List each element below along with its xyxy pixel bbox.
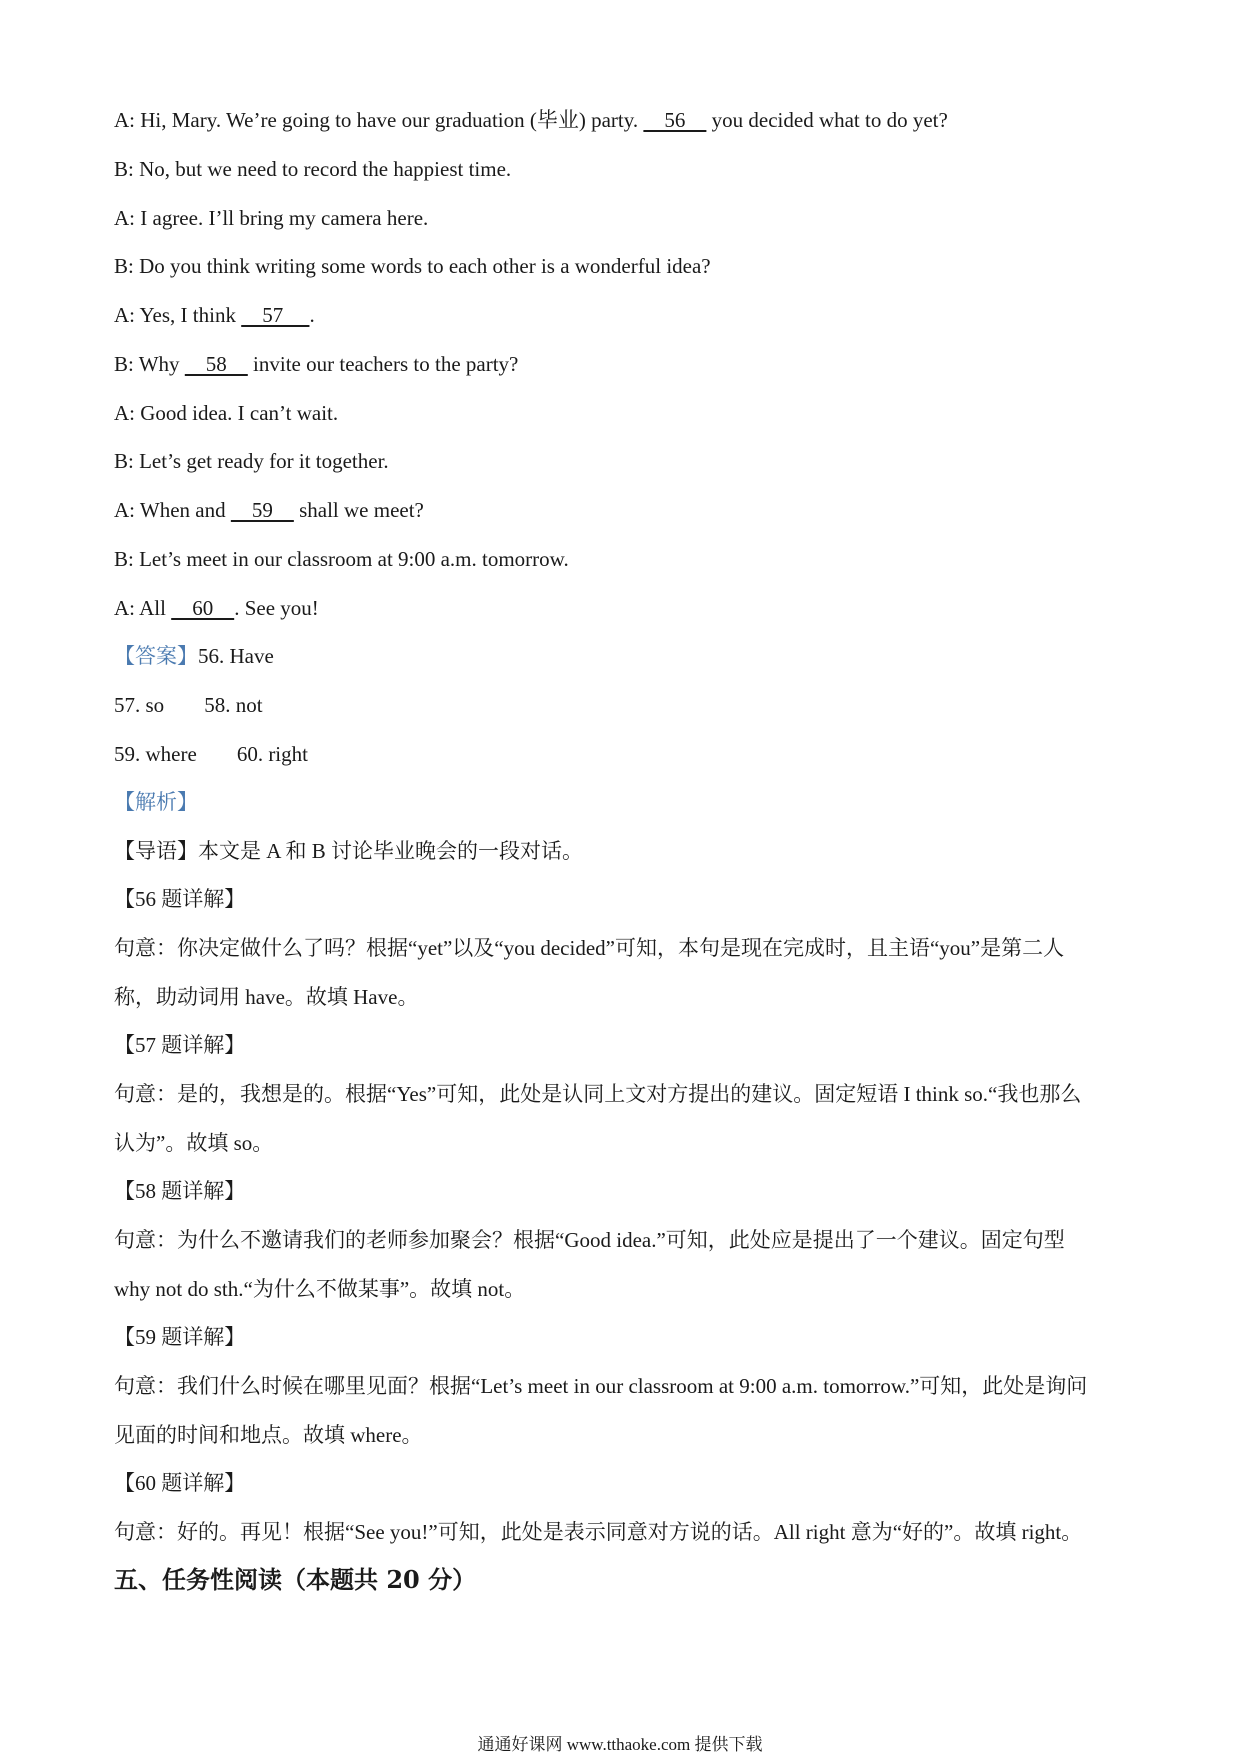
detail-heading-56: 【56 题详解】: [114, 887, 246, 911]
detail-heading-60: 【60 题详解】: [114, 1471, 246, 1495]
detail-text-58: 句意：为什么不邀请我们的老师参加聚会？根据“Good idea.”可知，此处应是提出了一个建议。固定句型: [114, 1228, 1065, 1252]
detail-text-56: 称，助动词用 have。故填 Have。: [114, 985, 419, 1009]
analysis-tag-line: [114, 789, 1130, 815]
dialogue-line-1: [114, 107, 1130, 133]
detail-text-58: why not do sth.“为什么不做某事”。故填 not。: [114, 1277, 526, 1301]
analysis-tag: 【解析】: [114, 790, 198, 814]
detail-text-59: 句意：我们什么时候在哪里见面？根据“Let’s meet in our classroom at 9:00 a.m. tomorrow.”可知，此处是询问: [114, 1374, 1088, 1398]
answer-57: 57. so: [114, 693, 165, 717]
dialogue-line-5: [114, 302, 1130, 328]
answer-tag: 【答案】: [114, 644, 198, 668]
dialogue-line-6: [114, 351, 1130, 377]
detail-heading-57: 【57 题详解】: [114, 1033, 246, 1057]
section-heading: [114, 1567, 1130, 1593]
dialogue-text: shall we meet?: [293, 498, 424, 522]
dialogue-text: B: Why: [114, 352, 185, 376]
dialogue-text: A: Hi, Mary. We’re going to have our graduation (毕业) party.: [114, 108, 644, 132]
dialogue-text: invite our teachers to the party?: [247, 352, 519, 376]
dialogue-line-2: B: No, but we need to record the happiest time.: [114, 157, 512, 181]
dialogue-line-3: A: I agree. I’ll bring my camera here.: [114, 206, 429, 230]
detail-text-57: 句意：是的，我想是的。根据“Yes”可知，此处是认同上文对方提出的建议。固定短语 I think so.“我也那么: [114, 1082, 1082, 1106]
answer-59: 59. where: [114, 742, 197, 766]
blank-56: 56: [643, 108, 707, 132]
dialogue-text: A: When and: [114, 498, 231, 522]
blank-59: 59: [230, 498, 294, 522]
dialogue-text: A: Yes, I think: [114, 303, 242, 327]
dialogue-line-4: B: Do you think writing some words to each other is a wonderful idea?: [114, 254, 711, 278]
answer-line-3: [114, 741, 1130, 767]
answer-56: 56. Have: [198, 644, 274, 668]
section-title: 五、任务性阅读（本题共 20 分）: [114, 1565, 477, 1594]
dialogue-text: you decided what to do yet?: [706, 108, 948, 132]
dialogue-line-9: [114, 497, 1130, 523]
answer-line-1: [114, 643, 1130, 669]
analysis-intro: 【导语】本文是 A 和 B 讨论毕业晚会的一段对话。: [114, 839, 584, 863]
answer-58: 58. not: [204, 693, 263, 717]
dialogue-line-8: B: Let’s get ready for it together.: [114, 449, 389, 473]
page-footer: 通通好课网 www.tthaoke.com 提供下载: [477, 1735, 763, 1754]
answer-line-2: [114, 692, 1130, 718]
blank-60: 60: [171, 596, 235, 620]
detail-text-56: 句意：你决定做什么了吗？根据“yet”以及“you decided”可知，本句是现在完成时，且主语“you”是第二人: [114, 936, 1065, 960]
answer-60: 60. right: [236, 742, 308, 766]
detail-heading-58: 【58 题详解】: [114, 1179, 246, 1203]
dialogue-line-7: A: Good idea. I can’t wait.: [114, 401, 339, 425]
detail-text-59: 见面的时间和地点。故填 where。: [114, 1423, 423, 1447]
dialogue-text: A: All: [114, 596, 172, 620]
dialogue-text: .: [309, 303, 315, 327]
detail-heading-59: 【59 题详解】: [114, 1325, 246, 1349]
dialogue-line-11: [114, 595, 1130, 621]
blank-58: 58: [184, 352, 248, 376]
detail-text-60: 句意：好的。再见！根据“See you!”可知，此处是表示同意对方说的话。All right 意为“好的”。故填 right。: [114, 1520, 1083, 1544]
detail-text-57: 认为”。故填 so。: [114, 1131, 274, 1155]
dialogue-text: . See you!: [234, 596, 319, 620]
blank-57: 57: [241, 303, 310, 327]
dialogue-line-10: B: Let’s meet in our classroom at 9:00 a.m. tomorrow.: [114, 547, 569, 571]
